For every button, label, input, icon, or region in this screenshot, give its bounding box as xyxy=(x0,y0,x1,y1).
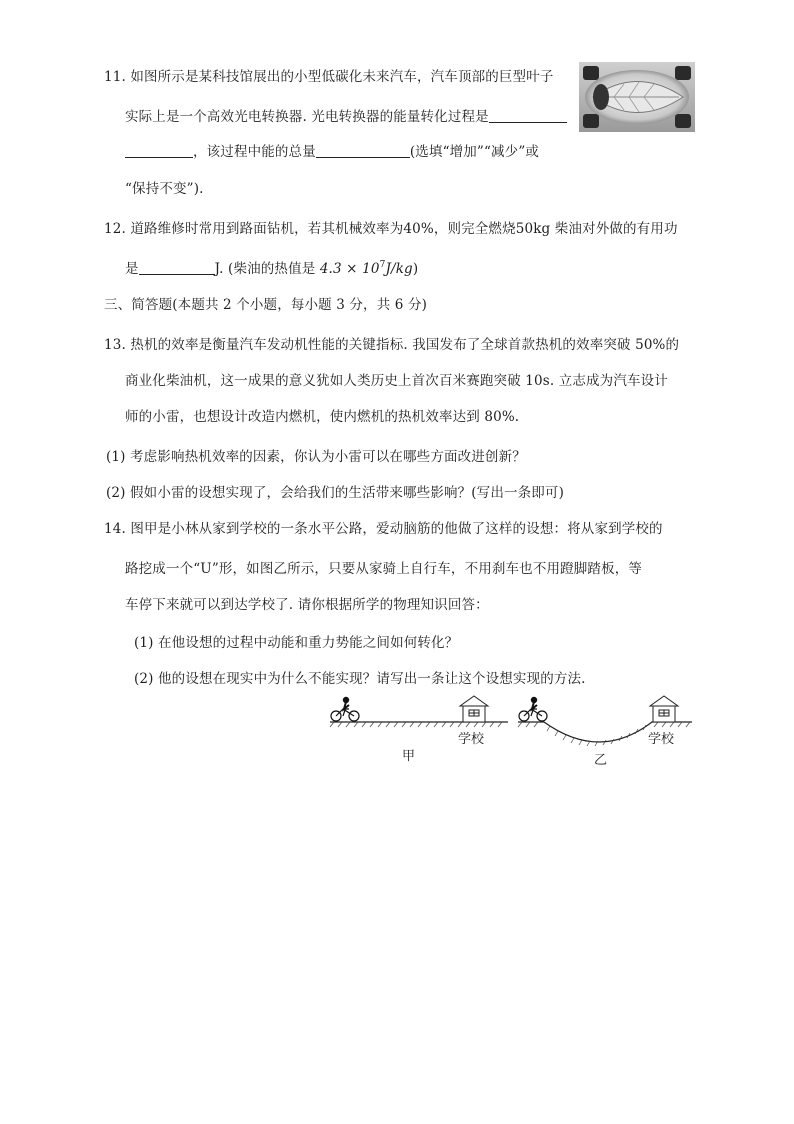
q14-line-3: 车停下来就可以到达学校了. 请你根据所学的物理知识回答： xyxy=(125,597,489,613)
road-diagram xyxy=(322,692,692,772)
q11-text-3a: ，该过程中能的总量 xyxy=(193,144,316,160)
q11-text-2: 实际上是一个高效光电转换器. 光电转换器的能量转化过程是 xyxy=(125,109,489,125)
cyclist-icon xyxy=(519,697,547,721)
q11-line-2 xyxy=(125,108,567,126)
q11-blank-energy-conversion-b[interactable] xyxy=(125,143,193,158)
q12-heat-value-formula xyxy=(320,261,413,277)
q12-text-2a: 是 xyxy=(125,261,139,277)
q13-subquestion-1: (1) 考虑影响热机效率的因素，你认为小雷可以在哪些方面改进创新？ xyxy=(106,449,526,465)
figure-label-b: 乙 xyxy=(594,753,608,768)
q12-text-2b: J. (柴油的热值是 xyxy=(214,261,320,277)
q12-text-2c: ) xyxy=(412,261,419,277)
q13-line-2: 商业化柴油机，这一成果的意义犹如人类历史上首次百米赛跑突破 10s. 立志成为汽车设计 xyxy=(125,373,668,389)
q14-line-1: 14. 图甲是小林从家到学校的一条水平公路，爱动脑筋的他做了这样的设想：将从家到学校的 xyxy=(104,521,663,537)
school-house-icon xyxy=(460,696,488,722)
q11-text-3b: (选填“增加”“减少”或 xyxy=(409,144,540,160)
school-label-a: 学校 xyxy=(458,732,485,747)
school-house-icon xyxy=(650,696,678,722)
q13-line-3: 师的小雷，也想设计改造内燃机，使内燃机的热机效率达到 80%. xyxy=(125,409,520,425)
q11-line-4: “保持不变”). xyxy=(125,181,204,197)
q11-line-3 xyxy=(125,143,539,161)
q12-blank-useful-work[interactable] xyxy=(139,260,215,275)
q11-line-1: 11. 如图所示是某科技馆展出的小型低碳化未来汽车，汽车顶部的巨型叶子 xyxy=(104,69,554,85)
flat-road-panel xyxy=(330,696,508,764)
u-shaped-road-panel xyxy=(518,696,692,768)
low-carbon-car-photo xyxy=(579,62,695,132)
q14-subquestion-2: (2) 他的设想在现实中为什么不能实现？请写出一条让这个设想实现的方法. xyxy=(134,671,586,687)
q14-line-2: 路挖成一个“U”形，如图乙所示，只要从家骑上自行车，不用刹车也不用蹬脚踏板，等 xyxy=(125,561,643,577)
q13-line-1: 13. 热机的效率是衡量汽车发动机性能的关键指标. 我国发布了全球首款热机的效率突破 50%的 xyxy=(104,337,680,353)
school-label-b: 学校 xyxy=(648,732,675,747)
q12-line-2 xyxy=(125,256,418,278)
q13-subquestion-2: (2) 假如小雷的设想实现了，会给我们的生活带来哪些影响？(写出一条即可) xyxy=(106,485,564,501)
formula-base: 4.3 × 10 xyxy=(319,261,380,277)
q14-subquestion-1: (1) 在他设想的过程中动能和重力势能之间如何转化？ xyxy=(134,635,459,651)
q11-blank-total-energy[interactable] xyxy=(316,143,410,158)
cyclist-icon xyxy=(331,697,359,721)
formula-exponent: 7 xyxy=(379,260,386,270)
section-3-heading: 三、简答题(本题共 2 个小题，每小题 3 分，共 6 分) xyxy=(104,297,428,313)
q11-blank-energy-conversion-a[interactable] xyxy=(489,108,567,123)
figure-label-a: 甲 xyxy=(402,749,416,764)
q12-line-1: 12. 道路维修时常用到路面钻机，若其机械效率为40%，则完全燃烧50kg 柴油对外做的有用功 xyxy=(104,221,678,237)
formula-unit: J/kg xyxy=(385,261,413,277)
